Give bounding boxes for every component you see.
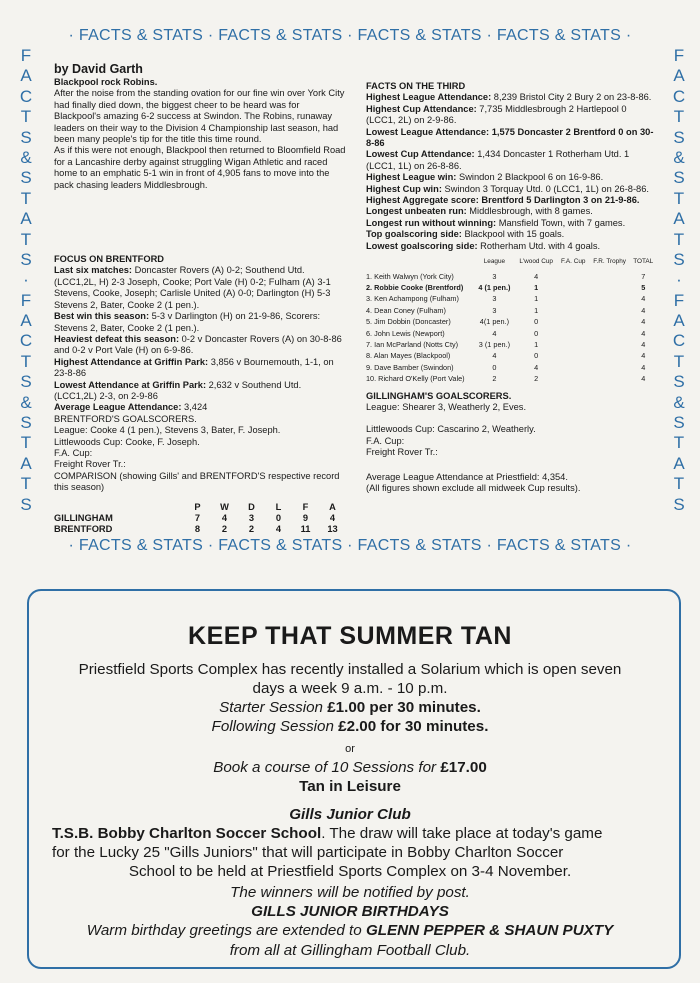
greetings-text: Warm birthday greetings are extended to [86,922,366,939]
scorer-frtrophy [589,362,631,373]
scorer-row [366,350,656,361]
scorer-row [366,339,656,350]
fact-label: Lowest League Attendance: 1,575 Doncaster 2 Brentford 0 on 30-8-86 [366,126,654,149]
scorer-frtrophy [589,293,631,304]
comparison-value: 4 [329,513,336,523]
comparison-team: BRENTFORD [54,524,113,535]
scorer-name: 10. Richard O'Kelly (Port Vale) [366,374,465,384]
third-heading: FACTS ON THE THIRD [366,81,466,91]
scorer-facup [558,350,589,361]
focus-line [54,265,346,311]
comparison-value: 4 [275,524,282,535]
scorers-col-header: League [483,258,506,266]
third-fact-line [366,149,656,172]
comparison-value: 3 [248,513,255,523]
scorer-league: 3 [492,305,497,315]
average-attendance: Average League Attendance at Priestfield: 4,354. [366,471,568,482]
comparison-header: D [248,501,255,512]
focus-label: Average League Attendance: [54,402,182,413]
starter-label: Starter Session [219,699,328,716]
scorer-row [366,305,656,316]
vertical-letter: S [20,372,32,392]
scorer-league: 4 [492,328,497,338]
comparison-value: 13 [327,524,338,535]
fact-label: Longest unbeaten run: [366,206,467,217]
solarium-line-1: Priestfield Sports Complex has recently installed a Solarium which is open seven [78,661,622,678]
third-fact-line [366,195,656,206]
fact-label: Highest League Attendance: [366,92,492,103]
scorer-facup [558,293,589,304]
scorer-frtrophy [589,339,631,350]
vertical-letter: A [20,453,32,473]
focus-list [54,265,346,413]
scorer-line: Freight Rover Tr.: [54,459,126,470]
vertical-letter: T [673,433,685,453]
vertical-letter: S [673,413,685,433]
focus-line [54,311,346,334]
vertical-letter: F [673,290,685,310]
scorers-col-header: TOTAL [633,258,654,266]
vertical-letter: T [673,351,685,371]
intro-paragraph: After the noise from the standing ovation for our fine win over York City had finally died down, the biggest cheer to be heard was for Blackpool's amazing 6-2 success at Swindon. The Robins, runaway leaders on their way to the Division 4 Championship last season, had been many people's tip for the title this time round. [54,88,345,145]
vertical-letter: T [673,188,685,208]
bottom-banner: · FACTS & STATS · FACTS & STATS · FACTS & STATS · FACTS & STATS · [68,537,632,554]
focus-label: Lowest Attendance at Griffin Park: [54,379,207,390]
vertical-letter: C [19,331,33,351]
advert-title: KEEP THAT SUMMER TAN [188,622,512,650]
scorer-lwood: 1 [534,339,539,349]
vertical-letter: · [23,270,29,290]
tsb-school-name: T.S.B. Bobby Charlton Soccer School [52,825,322,842]
vertical-letter: T [673,107,685,127]
scorer-row [366,316,656,327]
scorer-lwood: 0 [534,328,539,338]
scorer-total: 4 [641,339,646,349]
focus-heading: FOCUS ON BRENTFORD [54,254,165,265]
comparison-value: 4 [221,513,228,523]
gills-cup-lines [366,424,656,458]
scorer-lwood: 4 [534,362,539,372]
scorer-lwood: 1 [534,305,539,315]
comparison-header-row [54,502,346,513]
focus-text: 3,424 [181,402,208,413]
focus-text: 2,632 v Southend Utd. (LCC1,2L) 2-3, on 2-9-86 [54,379,302,401]
scorer-name: 2. Robbie Cooke (Brentford) [366,282,464,292]
comparison-header: F [302,501,309,512]
vertical-letter: T [20,351,32,371]
third-fact-line [366,127,656,150]
vertical-letter: C [672,86,686,106]
focus-label: Best win this season: [54,311,150,322]
third-fact-line [366,184,656,195]
tsb-line-3: School to be held at Priestfield Sports Complex on 3-4 November. [128,863,572,880]
course-price: £17.00 [440,759,487,776]
scorer-row [366,271,656,282]
scorers-col-header: L'wood Cup [519,258,553,266]
focus-text: 3,856 v Bournemouth, 1-1, on 23-8-86 [54,356,334,379]
comparison-value: 9 [302,513,309,523]
scorer-frtrophy [589,373,631,384]
scorer-row [366,328,656,339]
scorer-name: 9. Dave Bamber (Swindon) [366,362,454,372]
scorer-line: Littlewoods Cup: Cooke, F. Joseph. [54,436,200,447]
vertical-letter: C [19,86,33,106]
birthdays-heading: GILLS JUNIOR BIRTHDAYS [251,903,449,920]
vertical-letter: S [20,413,32,433]
scorer-frtrophy [589,350,631,361]
fact-label: Lowest Cup Attendance: [366,149,475,160]
vertical-letter: · [676,270,682,290]
scorer-row [366,293,656,304]
scorer-row [366,362,656,373]
scorer-facup [558,316,589,327]
scorer-name: 6. John Lewis (Newport) [366,328,445,338]
scorer-name: 8. Alan Mayes (Blackpool) [366,351,451,361]
scorer-league: 2 [492,374,497,384]
figures-note: (All figures shown exclude all midweek Cup results). [366,483,581,493]
third-fact-line [366,104,656,127]
course-offer [0,759,700,778]
comparison-value: 7 [194,513,201,523]
vertical-letter: A [673,66,685,86]
scorer-facup [558,271,589,282]
left-vertical-banner [17,46,35,515]
focus-line [54,334,346,357]
fact-text: Blackpool with 15 goals. [461,229,565,240]
vertical-letter: T [20,229,32,249]
scorer-facup [558,282,589,293]
gills-league-line: League: Shearer 3, Weatherly 2, Eves. [366,401,527,412]
comparison-value: 0 [275,513,282,523]
focus-label: Last six matches: [54,265,133,276]
birthday-names: GLENN PEPPER & SHAUN PUXTY [365,922,614,939]
fact-text: Middlesbrough, with 8 games. [466,206,593,217]
intro-text [54,88,346,191]
vertical-letter: A [20,209,32,229]
starter-price: £1.00 per 30 minutes. [327,699,481,716]
vertical-letter: A [673,311,685,331]
scorer-total: 4 [641,374,646,384]
scorers-col-header: F.R. Trophy [593,258,626,266]
vertical-letter: T [20,107,32,127]
scorer-total: 4 [641,328,646,338]
comparison-header-blank [54,502,184,513]
comparison-header: L [275,501,282,512]
comparison-value: 2 [221,524,228,535]
scorer-facup [558,339,589,350]
tan-in-leisure: Tan in Leisure [299,778,401,795]
scorer-frtrophy [589,305,631,316]
vertical-letter: T [673,229,685,249]
comparison-team: GILLINGHAM [54,513,113,523]
vertical-letter: T [20,474,32,494]
focus-text: 5-3 v Darlington (H) on 21-9-86, Scorers: Stevens 2, Bater, Cooke 2 (1 pen.). [54,311,321,333]
fact-label: Highest League win: [366,172,457,183]
scorer-total: 4 [641,317,646,327]
vertical-letter: S [673,168,685,188]
following-session [0,718,700,737]
scorer-line: COMPARISON (showing Gills' and BRENTFORD'S respective record this season) [54,470,340,493]
comparison-value: 8 [194,524,201,535]
vertical-letter: F [20,46,32,65]
or-text: or [345,743,355,755]
vertical-letter: S [20,168,32,188]
scorer-lwood: 0 [534,351,539,361]
intro-heading: Blackpool rock Robins. [54,77,158,87]
right-vertical-banner [670,46,688,515]
gills-cup-line: F.A. Cup: [366,435,405,446]
scorer-name: 5. Jim Dobbin (Doncaster) [366,317,451,327]
tsb-text: . The draw will take place at today's game [321,825,603,842]
focus-label: Heaviest defeat this season: [54,333,180,344]
top-scorers-table [366,256,656,384]
scorer-lwood: 1 [534,282,539,292]
fact-text: Swindon 2 Blackpool 6 on 16-9-86. [456,172,604,183]
scorer-total: 5 [641,282,646,292]
focus-line [54,357,346,380]
scorer-frtrophy [589,328,631,339]
focus-text: 0-2 v Doncaster Rovers (A) on 30-8-86 and 0-2 v Port Vale (H) on 6-9-86. [54,333,342,356]
vertical-letter: A [20,311,32,331]
scorer-league: 3 (1 pen.) [478,339,511,349]
club-signoff: from all at Gillingham Football Club. [229,942,471,959]
scorers-col-header: F.A. Cup [560,258,586,266]
vertical-letter: & [20,147,32,167]
fact-text: Mansfield Town, with 7 games. [496,217,626,228]
top-banner: · FACTS & STATS · FACTS & STATS · FACTS & STATS · FACTS & STATS · [68,27,632,44]
scorer-name: 1. Keith Walwyn (York City) [366,271,454,281]
scorer-total: 4 [641,362,646,372]
comparison-row [54,513,346,524]
third-fact-line [366,218,656,229]
vertical-letter: S [673,494,685,514]
scorer-line: F.A. Cup: [54,447,93,458]
scorer-name: 3. Ken Achampong (Fulham) [366,294,459,304]
fact-text: 1,434 Doncaster 1 Rotherham Utd. 1 (LCC1, 1L) on 26-8-86. [366,149,630,171]
scorer-facup [558,362,589,373]
scorer-name: 4. Dean Coney (Fulham) [366,305,446,315]
focus-text: Doncaster Rovers (A) 0-2; Southend Utd. (LCC1,2L, H) 2-3 Joseph, Cooke; Port Vale (H) 0-2; Fulham (A) 3-1 Stevens, Cooke, Joseph; Carlisle United (A) 0-0; Darlington (H) 5-3 Stevens 2, Bater, Cooke 2 (1 pen.). [54,265,331,310]
scorer-frtrophy [589,316,631,327]
vertical-letter: S [20,249,32,269]
tsb-line-2: for the Lucky 25 "Gills Juniors" that will participate in Bobby Charlton Soccer [52,844,564,861]
third-fact-line [366,172,656,183]
birthday-greetings [0,922,700,941]
brentford-scorers [54,414,346,494]
scorer-lwood: 2 [534,374,539,384]
fact-label: Top goalscoring side: [366,229,462,240]
scorer-name: 7. Ian McParland (Notts Cty) [366,339,459,349]
scorer-league: 0 [492,362,497,372]
junior-club-heading: Gills Junior Club [289,806,411,823]
fact-label: Highest Cup win: [366,183,442,194]
third-fact-line [366,229,656,240]
vertical-letter: A [673,209,685,229]
scorer-row [366,373,656,384]
scorer-line: BRENTFORD'S GOALSCORERS. [54,413,197,424]
scorer-line: League: Cooke 4 (1 pen.), Stevens 3, Bater, F. Joseph. [54,425,281,436]
vertical-letter: S [20,494,32,514]
vertical-letter: S [673,249,685,269]
third-fact-line [366,241,656,252]
right-column [366,81,656,494]
comparison-row [54,524,346,535]
left-column [54,62,346,536]
vertical-letter: F [20,290,32,310]
starter-session [0,699,700,718]
scorer-lwood: 0 [534,317,539,327]
vertical-letter: S [673,127,685,147]
vertical-letter: C [672,331,686,351]
scorer-frtrophy [589,282,631,293]
scorer-total: 4 [641,351,646,361]
scorer-league: 3 [492,271,497,281]
gills-cup-line: Littlewoods Cup: Cascarino 2, Weatherly. [366,424,536,435]
fact-text: 7,735 Middlesbrough 2 Hartlepool 0 (LCC1, 2L) on 2-9-86. [366,103,627,126]
fact-text: Swindon 3 Torquay Utd. 0 (LCC1, 1L) on 26-8-86. [441,183,649,194]
winners-notice: The winners will be notified by post. [230,884,470,901]
gills-scorers-heading: GILLINGHAM'S GOALSCORERS. [366,390,512,401]
fact-text: 8,239 Bristol City 2 Bury 2 on 23-8-86. [491,92,652,103]
scorer-total: 7 [641,271,646,281]
vertical-letter: T [20,188,32,208]
scorer-total: 4 [641,294,646,304]
focus-line [54,402,346,413]
comparison-value: 11 [300,524,311,535]
third-fact-line [366,92,656,103]
vertical-letter: T [673,474,685,494]
intro-paragraph: As if this were not enough, Blackpool then returned to Bloomfield Road for a Lancashire derby against struggling Wigan Athletic and raced home to an emphatic 5-1 win in front of 4,905 fans to move into the pack chasing leaders Middlesbrough. [54,145,346,190]
vertical-letter: & [20,392,32,412]
scorer-lwood: 4 [534,271,539,281]
vertical-letter: T [20,433,32,453]
vertical-letter: F [673,46,685,65]
scorer-total: 4 [641,305,646,315]
vertical-letter: S [673,372,685,392]
scorer-league: 4 [492,351,497,361]
fact-label: Highest Aggregate score: Brentford 5 Darlington 3 on 21-9-86. [366,195,640,206]
comparison-table [54,502,346,536]
vertical-letter: S [20,127,32,147]
scorer-facup [558,305,589,316]
tsb-line-1 [52,825,692,844]
course-label: Book a course of 10 Sessions for [213,759,441,776]
vertical-letter: A [673,453,685,473]
vertical-letter: A [20,66,32,86]
byline: by David Garth [54,62,143,76]
comparison-header: P [194,501,201,512]
scorer-league: 4 (1 pen.) [478,282,511,292]
fact-label: Highest Cup Attendance: [366,103,477,114]
fact-text: Rotherham Utd. with 4 goals. [477,240,601,251]
third-facts-list [366,92,656,252]
vertical-letter: & [673,147,685,167]
scorer-league: 3 [492,294,497,304]
scorer-facup [558,328,589,339]
scorer-league: 4(1 pen.) [479,317,510,327]
scorer-frtrophy [589,271,631,282]
gills-cup-line: Freight Rover Tr.: [366,447,438,458]
following-price: £2.00 for 30 minutes. [338,718,489,735]
third-fact-line [366,206,656,217]
fact-label: Longest run without winning: [366,217,497,228]
scorer-row [366,282,656,293]
following-label: Following Session [211,718,339,735]
fact-label: Lowest goalscoring side: [366,240,478,251]
comparison-value: 2 [248,524,255,535]
focus-line [54,380,346,403]
scorer-lwood: 1 [534,294,539,304]
comparison-header: W [220,501,229,512]
vertical-letter: & [673,392,685,412]
scorer-facup [558,373,589,384]
comparison-header: A [329,501,336,512]
solarium-line-2: days a week 9 a.m. - 10 p.m. [252,680,448,697]
focus-label: Highest Attendance at Griffin Park: [54,356,209,367]
